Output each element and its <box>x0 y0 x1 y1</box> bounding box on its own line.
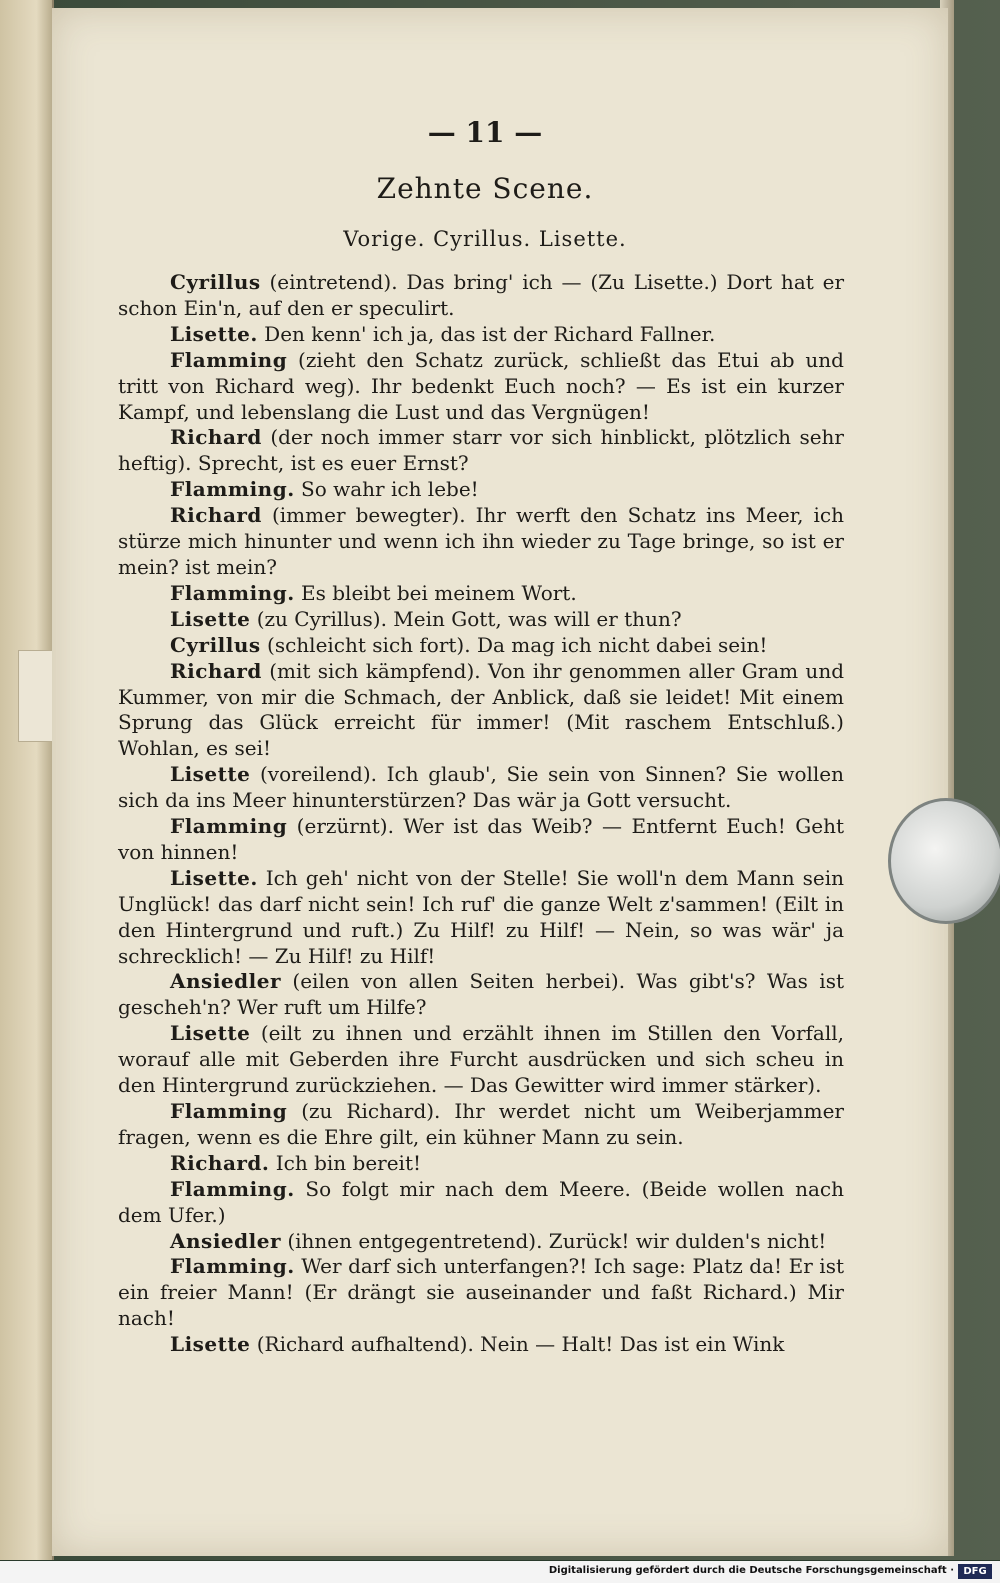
facing-page-edge <box>0 0 54 1560</box>
dialogue-paragraph <box>118 1229 844 1255</box>
dialogue-paragraph <box>118 348 844 426</box>
speaker-name: Flamming <box>170 814 288 839</box>
speaker-name: Flamming. <box>170 1254 295 1279</box>
dialogue-text: Wer darf sich unterfangen?! Ich sage: Platz da! Er ist ein freier Mann! (Er drängt sie auseinander und faßt Richard.) Mir nach! <box>118 1254 844 1331</box>
dialogue-paragraph <box>118 814 844 866</box>
speaker-name: Lisette. <box>170 865 258 890</box>
dialogue-text: (der noch immer starr vor sich hinblickt, plötzlich sehr heftig). Sprecht, ist es euer Ernst? <box>118 425 844 476</box>
page-number: — 11 — <box>427 116 543 149</box>
dialogue-text: (zu Cyrillus). Mein Gott, was will er thun? <box>250 606 682 631</box>
dialogue-text: (zieht den Schatz zurück, schließt das Etui ab und tritt von Richard weg). Ihr bedenkt Euch noch? — Es ist ein kurzer Kampf, und lebenslang die Lust und das Vergnügen! <box>118 347 844 424</box>
dialogue-paragraph <box>118 1151 844 1177</box>
dialogue-paragraph <box>118 425 844 477</box>
speaker-name: Lisette <box>170 762 251 787</box>
dialogue-text: (eintretend). Das bring' ich — (Zu Lisette.) Dort hat er schon Ein'n, auf den er speculirt. <box>118 270 844 320</box>
dialogue-paragraph <box>118 607 844 633</box>
dialogue-paragraph <box>118 477 844 503</box>
dialogue-paragraph <box>118 762 844 814</box>
speaker-name: Richard <box>170 503 262 528</box>
dialogue-text: (mit sich kämpfend). Von ihr genommen aller Gram und Kummer, von mir die Schmach, der Anblick, daß sie leidet! Mit einem Sprung das Glück erreicht für immer! (Mit raschem Entschluß.) Wohlan, es sei! <box>118 658 844 761</box>
dialogue-paragraph <box>118 633 844 659</box>
speaker-name: Cyrillus <box>170 632 261 657</box>
dfg-logo: DFG <box>958 1564 992 1579</box>
dialogue-paragraph <box>118 1021 844 1099</box>
speaker-name: Lisette <box>170 606 251 631</box>
dialogue-text: (erzürnt). Wer ist das Weib? — Entfernt Euch! Geht von hinnen! <box>118 814 844 864</box>
dialogue-text: (eilt zu ihnen und erzählt ihnen im Stillen den Vorfall, worauf alle mit Geberden ihre Furcht ausdrücken und sich scheu in den Hintergrund zurückziehen. — Das Gewitter wird immer stärker). <box>118 1021 844 1098</box>
dialogue-paragraph <box>118 659 844 763</box>
speaker-name: Ansiedler <box>170 969 281 994</box>
speaker-name: Lisette. <box>170 321 258 346</box>
dialogue-text: (voreilend). Ich glaub', Sie sein von Sinnen? Sie wollen sich da ins Meer hinunterstürzen? Das wär ja Gott versucht. <box>118 762 844 813</box>
dialogue-paragraph <box>118 969 844 1021</box>
speaker-name: Flamming <box>170 347 288 372</box>
dialogue-text: (schleicht sich fort). Da mag ich nicht dabei sein! <box>260 632 768 657</box>
dialogue-paragraph <box>118 270 844 322</box>
dialogue-text: (zu Richard). Ihr werdet nicht um Weiberjammer fragen, wenn es die Ehre gilt, ein kühner Mann zu sein. <box>118 1099 844 1149</box>
dialogue-paragraph <box>118 1177 844 1229</box>
dialogue-text: Ich bin bereit! <box>269 1150 422 1175</box>
dialogue-paragraph <box>118 503 844 581</box>
dialogue-text: So wahr ich lebe! <box>294 477 479 502</box>
speaker-name: Richard. <box>170 1150 270 1175</box>
dialogue-text: (Richard aufhaltend). Nein — Halt! Das ist ein Wink <box>250 1332 785 1357</box>
dialogue-text: (ihnen entgegentretend). Zurück! wir dulden's nicht! <box>280 1228 827 1253</box>
dialogue-paragraph <box>118 1332 844 1358</box>
magnifier-loupe <box>888 798 1000 924</box>
speaker-name: Flamming. <box>170 1176 295 1201</box>
cast-line: Vorige. Cyrillus. Lisette. <box>343 227 627 251</box>
dialogue-paragraph <box>118 322 844 348</box>
play-text <box>118 270 844 1358</box>
speaker-name: Ansiedler <box>170 1228 281 1253</box>
speaker-name: Flamming <box>170 1099 288 1123</box>
speaker-name: Richard <box>170 658 262 683</box>
speaker-name: Richard <box>170 425 262 450</box>
speaker-name: Cyrillus <box>170 270 261 294</box>
dialogue-paragraph <box>118 1254 844 1332</box>
funding-credit: Digitalisierung gefördert durch die Deutsche Forschungsgemeinschaft · <box>548 1565 954 1576</box>
speaker-name: Flamming. <box>170 580 295 605</box>
dialogue-text: (eilen von allen Seiten herbei). Was gibt's? Was ist gescheh'n? Wer ruft um Hilfe? <box>118 969 844 1020</box>
dialogue-paragraph <box>118 1099 844 1151</box>
speaker-name: Flamming. <box>170 477 295 502</box>
footer-bar <box>0 1561 1000 1583</box>
dialogue-text: Den kenn' ich ja, das ist der Richard Fallner. <box>257 321 716 346</box>
dialogue-text: Ich geh' nicht von der Stelle! Sie woll'n dem Mann sein Unglück! das darf nicht sein! Ich ruf' die ganze Welt z'sammen! (Eilt in den Hintergrund und ruft.) Zu Hilf! zu Hilf! — Nein, so was wär' ja schrecklich! — Zu Hilf! zu Hilf! <box>118 865 844 968</box>
dialogue-paragraph <box>118 581 844 607</box>
dialogue-text: (immer bewegter). Ihr werft den Schatz ins Meer, ich stürze mich hinunter und wenn ich ihn wieder zu Tage bringe, so ist er mein? ist mein? <box>118 503 844 579</box>
speaker-name: Lisette <box>170 1021 251 1046</box>
dialogue-text: Es bleibt bei meinem Wort. <box>294 580 577 605</box>
dialogue-paragraph <box>118 866 844 970</box>
scene-title: Zehnte Scene. <box>376 172 594 205</box>
dialogue-text: So folgt mir nach dem Meere. (Beide wollen nach dem Ufer.) <box>118 1176 844 1227</box>
speaker-name: Lisette <box>170 1332 251 1357</box>
